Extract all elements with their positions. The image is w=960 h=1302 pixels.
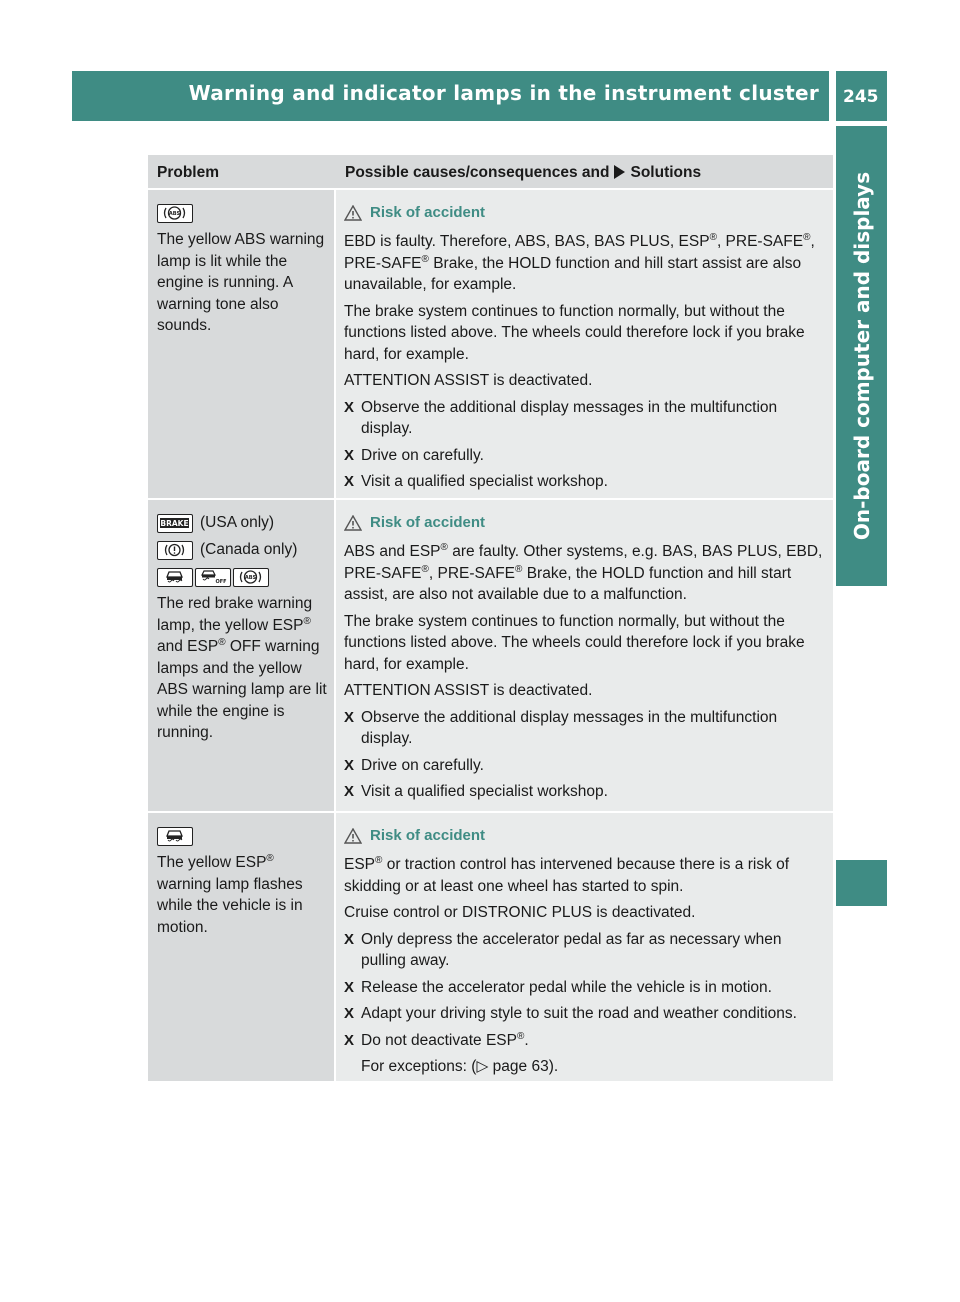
- paragraph: Cruise control or DISTRONIC PLUS is deactivated.: [344, 904, 696, 921]
- abs-warning-icon: [157, 204, 193, 223]
- problem-cell: [148, 813, 336, 1081]
- solution-cell: [336, 813, 833, 1081]
- list-item: X Visit a qualified specialist workshop.: [344, 473, 608, 490]
- header-bar: [72, 71, 829, 121]
- paragraph: ESP® or traction control has intervened because there is a risk of skidding or at least one wheel has started to spin.: [344, 855, 790, 895]
- paragraph: The brake system continues to function normally, but without the functions listed above. The wheels could therefore lock if you brake hard, for example.: [344, 612, 805, 673]
- page-number-box: [836, 71, 887, 121]
- brake-canada-icon: [157, 541, 193, 560]
- warning-triangle-icon: [344, 515, 362, 531]
- svg-text:ABS: ABS: [244, 574, 257, 581]
- svg-text:ABS: ABS: [168, 210, 181, 217]
- page-number: 245: [843, 87, 879, 107]
- page-reference[interactable]: For exceptions: (▷ page 63).: [361, 1058, 559, 1075]
- paragraph: ABS and ESP® are faulty. Other systems, e.g. BAS, BAS PLUS, EBD, PRE-SAFE®, PRE-SAFE® Brake, the HOLD function and hill start assist, are also not available due to a malfunction.: [344, 542, 823, 603]
- abs-warning-icon: [233, 568, 269, 587]
- list-item: X Drive on carefully.: [344, 446, 484, 464]
- risk-label: Risk of accident: [370, 513, 486, 531]
- solution-cell: [336, 500, 833, 811]
- table-row: [148, 190, 833, 500]
- list-item: X Observe the additional display messages in the multifunction display.: [344, 398, 778, 437]
- paragraph: ATTENTION ASSIST is deactivated.: [344, 682, 593, 699]
- warning-table: [148, 155, 833, 1083]
- side-tab: [836, 126, 887, 586]
- table-row: [148, 500, 833, 813]
- list-item: X Release the accelerator pedal while the vehicle is in motion.: [344, 978, 772, 996]
- solution-cell: [336, 190, 833, 498]
- list-item: X Adapt your driving style to suit the road and weather conditions.: [344, 1005, 797, 1022]
- header-solutions: Possible causes/consequences and Solutions: [345, 164, 702, 181]
- problem-cell: BRAKE (USA only) (Canada only) OFF ABS The red brake warning lamp, the yellow ESP® and ESP® OFF warning lamps and the yellow ABS warning lamp are lit while the engine is running.: [148, 500, 336, 811]
- problem-text: The red brake warning lamp, the yellow ESP® and ESP® OFF warning lamps and the yellow ABS warning lamp are lit while the engine is running.: [157, 595, 327, 741]
- list-item: X Visit a qualified specialist workshop.: [344, 783, 608, 800]
- esp-off-icon: [195, 568, 231, 587]
- list-item: X Do not deactivate ESP®.: [344, 1030, 529, 1049]
- esp-warning-icon: [157, 568, 193, 587]
- side-marker: [836, 860, 887, 906]
- warning-triangle-icon: [344, 828, 362, 844]
- svg-text:OFF: OFF: [215, 578, 227, 585]
- paragraph: ATTENTION ASSIST is deactivated.: [344, 372, 593, 389]
- list-item: X Drive on carefully.: [344, 756, 484, 774]
- risk-label: Risk of accident: [370, 826, 486, 844]
- header-problem: Problem: [157, 164, 220, 181]
- header-title: Warning and indicator lamps in the instrument cluster: [188, 81, 819, 105]
- problem-text: The yellow ESP® warning lamp flashes while the vehicle is in motion.: [157, 853, 303, 936]
- list-item: X Only depress the accelerator pedal as far as necessary when pulling away.: [344, 930, 782, 969]
- table-row: [148, 813, 833, 1083]
- risk-label: Risk of accident: [370, 203, 486, 221]
- table-header: [148, 155, 833, 190]
- warning-triangle-icon: [344, 205, 362, 221]
- side-tab-label: On-board computer and displays: [850, 171, 874, 541]
- paragraph: EBD is faulty. Therefore, ABS, BAS, BAS PLUS, ESP®, PRE-SAFE®, PRE-SAFE® Brake, the HOLD function and hill start assist are also unavailable, for example.: [344, 232, 815, 293]
- paragraph: The brake system continues to function normally, but without the functions listed above. The wheels could therefore lock if you brake hard, for example.: [344, 302, 805, 363]
- solutions-arrow-icon: [614, 165, 625, 179]
- problem-cell: [148, 190, 336, 498]
- esp-warning-icon: [157, 827, 193, 846]
- svg-text:BRAKE: BRAKE: [160, 518, 189, 528]
- list-item: X Observe the additional display messages in the multifunction display.: [344, 708, 778, 747]
- problem-text: The yellow ABS warning lamp is lit while the engine is running. A warning tone also sounds.: [157, 231, 325, 334]
- brake-warning-icon: [157, 514, 193, 533]
